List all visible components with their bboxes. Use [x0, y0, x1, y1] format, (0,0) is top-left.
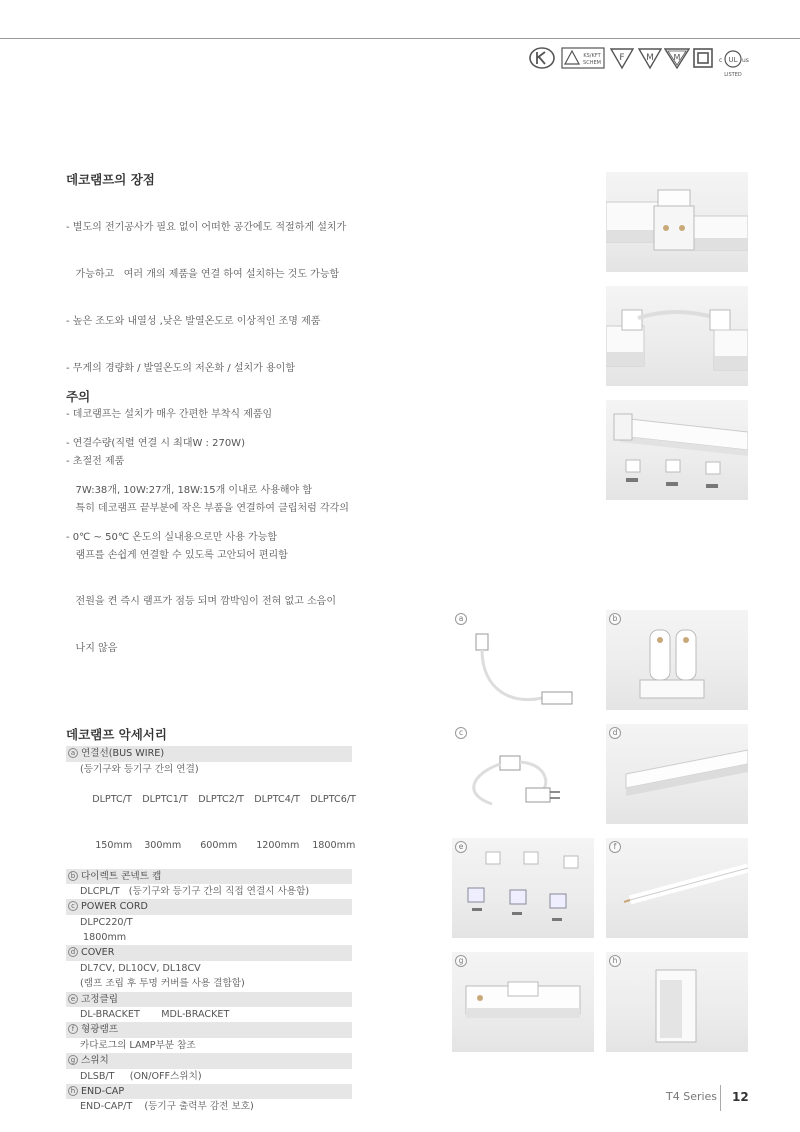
power-cord-illustration	[452, 724, 594, 824]
accessory-desc: 카다로그의 LAMP부분 참조	[80, 1039, 196, 1051]
photo-label-h: h	[609, 955, 621, 967]
caution-line: - 0℃ ~ 50℃ 온도의 실내용으로만 사용 가능함	[66, 531, 278, 543]
accessory-photo-h	[606, 952, 748, 1052]
advantages-line: 가능하고 여러 개의 제품을 연결 하여 설치하는 것도 가능함	[66, 268, 340, 280]
f-mark-icon	[610, 46, 634, 70]
accessory-photo-c	[452, 724, 594, 824]
accessory-desc: END-CAP/T (등기구 출력부 감전 보호)	[80, 1101, 254, 1113]
svg-text:M: M	[646, 53, 654, 63]
accessory-header-h	[66, 1084, 352, 1100]
fluorescent-lamp-illustration	[606, 838, 748, 938]
bus-wire-illustration	[452, 610, 594, 710]
accessory-desc: DLCPL/T (등기구와 등기구 간의 직접 연결시 사용함)	[80, 886, 310, 898]
connect-cap-illustration	[606, 610, 748, 710]
footer-divider	[720, 1085, 721, 1111]
model-code: DLPTC4/T	[254, 794, 300, 806]
advantages-line: 특히 데코램프 끝부분에 작은 부품을 연결하여 클립처럼 각각의	[66, 502, 349, 514]
accessory-header-e	[66, 992, 352, 1008]
accessory-model-row	[66, 777, 356, 823]
accessory-name: 형광램프	[81, 1024, 119, 1036]
accessories-table	[66, 746, 356, 1115]
photo-label-g: g	[455, 955, 467, 967]
end-cap-illustration	[606, 952, 748, 1052]
accessory-desc: (램프 조립 후 투명 커버를 사용 결합함)	[80, 978, 245, 990]
accessory-header-a	[66, 746, 352, 762]
caution-line: - 연결수량(직렬 연결 시 최대W : 270W)	[66, 438, 245, 450]
mm-mark-icon	[664, 46, 690, 70]
accessory-desc: DL-BRACKET MDL-BRACKET	[80, 1009, 230, 1021]
product-photo-connected-lamps	[606, 172, 748, 272]
accessory-name: END-CAP	[81, 1085, 125, 1097]
brackets-illustration	[452, 838, 594, 938]
accessory-photo-e	[452, 838, 594, 938]
series-name: T4 Series	[666, 1090, 718, 1103]
photo-label-a: a	[455, 613, 467, 625]
accessory-photo-a	[452, 610, 594, 710]
accessory-name: 다이렉트 콘넥트 캡	[81, 870, 162, 882]
mark-f: f	[68, 1024, 78, 1034]
svg-text:M: M	[673, 53, 681, 62]
svg-text:SCHEM: SCHEM	[583, 60, 601, 66]
model-code: DLPTC1/T	[142, 794, 188, 806]
connected-lamps-illustration	[606, 172, 748, 272]
accessory-desc: DL7CV, DL10CV, DL18CV	[80, 962, 201, 974]
svg-text:UL: UL	[728, 56, 738, 64]
model-length: 600mm	[200, 839, 238, 851]
accessory-desc: (등기구와 등기구 간의 연결)	[80, 763, 199, 775]
accessory-desc: 1800mm	[80, 932, 127, 944]
accessory-desc: DLPC220/T	[80, 916, 133, 928]
m-mark-icon	[638, 46, 662, 70]
accessory-header-b	[66, 869, 352, 885]
photo-label-f: f	[609, 841, 621, 853]
svg-text:F: F	[619, 53, 625, 63]
model-length: 1800mm	[312, 839, 356, 851]
svg-text:LISTED: LISTED	[724, 72, 742, 78]
accessory-length-row	[66, 823, 356, 869]
accessory-desc: DLSB/T (ON/OFF스위치)	[80, 1070, 202, 1082]
model-length: 300mm	[144, 839, 182, 851]
accessory-header-g	[66, 1053, 352, 1069]
accessory-header-d	[66, 945, 352, 961]
accessory-name: 스위치	[81, 1055, 109, 1067]
advantages-line: - 초절전 제품	[66, 456, 125, 468]
mark-c: c	[68, 901, 78, 911]
kc-mark-icon	[528, 46, 556, 70]
mark-h: h	[68, 1086, 78, 1096]
advantages-line: 나지 않음	[66, 643, 118, 655]
c-ul-us-listed-icon	[716, 46, 750, 80]
advantages-title: 데코램프의 장점	[66, 172, 155, 187]
advantages-line: 램프를 손쉽게 연결할 수 있도록 고안되어 편리함	[66, 549, 288, 561]
caution-line: 7W:38개, 10W:27개, 18W:15개 이내로 사용해야 함	[66, 484, 313, 496]
mark-e: e	[68, 994, 78, 1004]
caution-title: 주의	[66, 389, 91, 404]
switch-illustration	[452, 952, 594, 1052]
model-code: DLPTC2/T	[198, 794, 244, 806]
cover-illustration	[606, 724, 748, 824]
accessory-name: COVER	[81, 947, 115, 959]
model-length: 150mm	[95, 839, 133, 851]
advantages-line: - 높은 조도와 내열성 ,낮은 발열온도로 이상적인 조명 제품	[66, 315, 321, 327]
advantages-line: - 무게의 경량화 / 발열온도의 저온화 / 설치가 용이함	[66, 362, 295, 374]
accessory-photo-f	[606, 838, 748, 938]
advantages-line: - 별도의 전기공사가 필요 없이 어떠한 공간에도 적절하게 설치가	[66, 222, 347, 234]
mark-a: a	[68, 748, 78, 758]
model-code: DLPTC/T	[92, 794, 132, 806]
svg-text:c: c	[719, 57, 723, 64]
page-number: 12	[732, 1090, 749, 1104]
photo-label-d: d	[609, 727, 621, 739]
accessories-title: 데코램프 악세서리	[66, 727, 167, 742]
header-rule	[0, 38, 800, 39]
mark-g: g	[68, 1055, 78, 1065]
advantages-line: - 데코램프는 설치가 매우 간편한 부착식 제품임	[66, 409, 273, 421]
accessory-name: 연결선(BUS WIRE)	[81, 748, 165, 759]
svg-text:KS/KFT: KS/KFT	[583, 53, 601, 59]
accessory-photo-d	[606, 724, 748, 824]
accessory-photo-b	[606, 610, 748, 710]
caution-text	[66, 405, 312, 561]
accessory-name: POWER CORD	[81, 901, 148, 913]
lamp-with-clips-illustration	[606, 400, 748, 500]
photo-label-b: b	[609, 613, 621, 625]
safety-mark-icon	[561, 46, 605, 70]
photo-label-e: e	[455, 841, 467, 853]
accessory-name: 고정클립	[81, 993, 119, 1005]
mark-b: b	[68, 871, 78, 881]
product-photo-lamp-with-clips	[606, 400, 748, 500]
bus-wire-connection-illustration	[606, 286, 748, 386]
photo-label-c: c	[455, 727, 467, 739]
product-photo-bus-wire-connection	[606, 286, 748, 386]
accessory-photo-g	[452, 952, 594, 1052]
advantages-line: 전원을 켠 즉시 램프가 점등 되며 깜박임이 전혀 없고 소음이	[66, 596, 336, 608]
double-square-icon	[692, 46, 714, 70]
model-length: 1200mm	[256, 839, 300, 851]
model-code: DLPTC6/T	[310, 794, 356, 806]
accessory-header-c	[66, 899, 352, 915]
svg-text:us: us	[742, 57, 749, 64]
mark-d: d	[68, 947, 78, 957]
accessory-header-f	[66, 1022, 352, 1038]
